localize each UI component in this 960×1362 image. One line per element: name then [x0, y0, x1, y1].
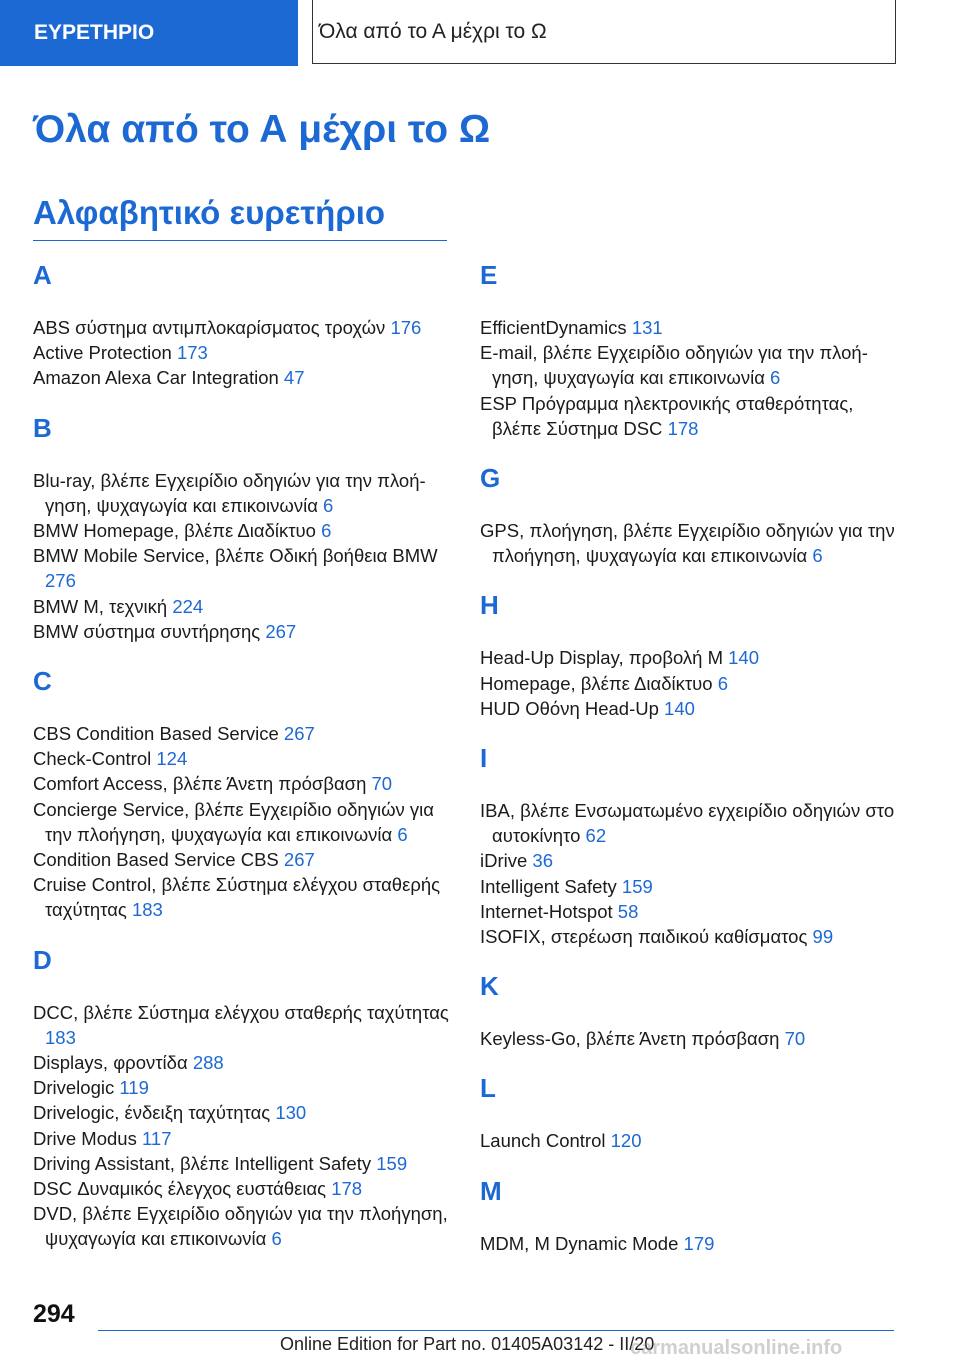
index-entry [480, 1231, 898, 1256]
index-entry [33, 468, 451, 518]
index-entry-list [33, 315, 451, 391]
page-reference-link[interactable]: 6 [770, 367, 781, 389]
index-entry-text: HUD Οθόνη Head-Up [480, 697, 665, 719]
page-reference-link[interactable]: 62 [585, 825, 607, 847]
index-entry-text: Keyless-Go, βλέπε Άνετη πρόσβαση [480, 1028, 785, 1050]
index-entry-text: Homepage, βλέπε Διαδίκτυο [480, 672, 718, 694]
page-reference-link[interactable]: 120 [610, 1130, 642, 1152]
page-reference-link[interactable]: 267 [283, 723, 315, 745]
index-entry [33, 365, 451, 390]
footer-divider [98, 1330, 894, 1331]
index-entry [33, 1201, 451, 1251]
page-reference-link[interactable]: 119 [119, 1077, 149, 1099]
index-column-right [480, 262, 898, 1280]
index-entry [33, 518, 451, 543]
index-letter-heading: D [33, 944, 52, 975]
index-entry-text: ISOFIX, στερέωση παιδικού καθίσματος [480, 926, 813, 948]
page-reference-link[interactable]: 183 [45, 1026, 76, 1048]
index-entry [33, 1151, 451, 1176]
index-entry-text: ABS σύστημα αντιμπλοκαρίσματος τροχών [33, 317, 391, 338]
index-letter-heading: C [33, 666, 52, 697]
page-reference-link[interactable]: 36 [532, 850, 553, 872]
index-entry-text: CBS Condition Based Service [33, 723, 284, 745]
index-group [480, 465, 898, 568]
index-column-left [33, 262, 451, 1276]
index-entry [480, 315, 898, 340]
index-entry-text: Drivelogic, ένδειξη ταχύτητας [33, 1102, 276, 1124]
index-entry [480, 848, 898, 873]
current-section-tab[interactable] [312, 0, 896, 64]
index-entry [33, 1176, 451, 1201]
index-entry [33, 619, 451, 644]
index-entry-text: BMW Mobile Service, βλέπε Οδική βοήθεια BMW [33, 545, 438, 567]
page-reference-link[interactable]: 276 [45, 570, 76, 592]
page-reference-link[interactable]: 130 [275, 1102, 307, 1124]
index-letter-heading: I [480, 743, 488, 774]
page-reference-link[interactable]: 131 [631, 317, 663, 338]
page-reference-link[interactable]: 183 [131, 899, 163, 921]
page-reference-link[interactable]: 124 [156, 748, 188, 770]
index-entry-list [480, 645, 898, 721]
index-entry [33, 872, 451, 922]
index-group [33, 262, 451, 391]
page-reference-link[interactable]: 6 [717, 672, 729, 694]
page-reference-link[interactable]: 267 [283, 849, 315, 871]
index-letter-heading: B [33, 412, 52, 443]
index-entry [33, 797, 451, 847]
page-reference-link[interactable]: 6 [397, 823, 408, 845]
index-entry-text: Blu-ray, βλέπε Εγχειρίδιο οδηγιών για την πλοήγηση, ψυχαγωγία και επικοινωνία [33, 469, 426, 516]
index-entry-text: BMW M, τεχνική [33, 595, 173, 617]
index-entry-list [480, 1231, 898, 1256]
edition-info: Online Edition for Part no. 01405A03142 - II/20 [280, 1334, 655, 1354]
index-entry [33, 543, 451, 593]
index-entry-text: BMW σύστημα συντήρησης [33, 620, 266, 642]
index-tab-label: ΕΥΡΕΤΗΡΙΟ [34, 21, 155, 44]
index-entry [480, 874, 898, 899]
index-group [480, 262, 898, 441]
page-reference-link[interactable]: 179 [683, 1232, 715, 1254]
page-reference-link[interactable]: 117 [141, 1127, 172, 1149]
index-entry-text: Active Protection [33, 342, 177, 364]
index-entry-text: Check-Control [33, 748, 157, 770]
index-entry-text: Intelligent Safety [480, 875, 622, 897]
page-reference-link[interactable]: 140 [664, 697, 695, 719]
index-letter-heading: L [480, 1073, 496, 1104]
index-entry-list [480, 798, 898, 949]
index-group [33, 944, 451, 1252]
index-entry-text: BMW Homepage, βλέπε Διαδίκτυο [33, 520, 322, 542]
index-entry-text: iDrive [480, 850, 533, 872]
index-entry-list [33, 721, 451, 923]
page-reference-link[interactable]: 47 [283, 367, 305, 389]
current-section-label: Όλα από το Α μέχρι το Ω [319, 19, 547, 43]
index-entry [480, 798, 898, 848]
index-entry-text: Drive Modus [33, 1127, 142, 1149]
index-group [480, 745, 898, 949]
page-reference-link[interactable]: 224 [172, 595, 204, 617]
index-entry [480, 518, 898, 568]
index-entry [33, 1126, 451, 1151]
index-entry [480, 340, 898, 390]
index-entry [33, 1075, 451, 1100]
index-letter-heading: K [480, 971, 499, 1002]
page-reference-link[interactable]: 267 [265, 620, 297, 642]
page-reference-link[interactable]: 6 [271, 1228, 282, 1250]
index-entry-text: Comfort Access, βλέπε Άνετη πρόσβαση [33, 773, 372, 795]
index-letter-heading: H [480, 590, 499, 621]
page-reference-link[interactable]: 159 [621, 875, 653, 897]
index-letter-heading: G [480, 463, 501, 494]
index-tab[interactable] [0, 0, 298, 66]
index-entry-text: DCC, βλέπε Σύστημα ελέγχου σταθερής ταχύτητας [33, 1001, 449, 1023]
page-number: 294 [33, 1300, 75, 1328]
page-reference-link[interactable]: 70 [371, 773, 393, 795]
index-group [33, 668, 451, 923]
page-reference-link[interactable]: 70 [784, 1028, 806, 1050]
index-letter-heading: E [480, 260, 498, 290]
index-entry [480, 924, 898, 949]
index-entry-text: IBA, βλέπε Ενσωματωμένο εγχειρίδιο οδηγιών στο αυτοκίνητο [480, 800, 895, 847]
index-entry [480, 899, 898, 924]
index-entry-text: Head-Up Display, προβολή M [480, 647, 729, 669]
index-entry [33, 1100, 451, 1125]
page-reference-link[interactable]: 99 [812, 926, 834, 948]
index-group [480, 1075, 898, 1153]
index-entry [33, 1050, 451, 1075]
index-entry-text: Concierge Service, βλέπε Εγχειρίδιο οδηγιών για την πλοήγηση, ψυχαγωγία και επικοινωνία [33, 798, 434, 845]
page-reference-link[interactable]: 159 [376, 1152, 408, 1174]
index-entry [480, 1128, 898, 1153]
index-group [480, 592, 898, 721]
page-reference-link[interactable]: 6 [812, 545, 823, 567]
index-entry-text: E-mail, βλέπε Εγχειρίδιο οδηγιών για την πλοήγηση, ψυχαγωγία και επικοινωνία [480, 342, 868, 389]
index-entry-text: DSC Δυναμικός έλεγχος ευστάθειας [33, 1178, 332, 1200]
index-entry-list [480, 1128, 898, 1153]
index-group [480, 1175, 898, 1256]
index-entry-text: ESP Πρόγραμμα ηλεκτρονικής σταθερότητας, βλέπε Σύστημα DSC [480, 392, 854, 439]
watermark: carmanualsonline.info [630, 1337, 843, 1359]
index-entry [33, 315, 451, 340]
index-entry [480, 391, 898, 441]
index-entry-list [480, 1026, 898, 1051]
page-reference-link[interactable]: 140 [728, 647, 759, 669]
index-entry-list [480, 518, 898, 568]
index-entry-text: Internet-Hotspot [480, 900, 618, 922]
index-entry-text: MDM, M Dynamic Mode [480, 1232, 684, 1254]
page-reference-link[interactable]: 58 [617, 900, 639, 922]
index-entry [480, 696, 898, 721]
index-entry [33, 847, 451, 872]
index-group [33, 412, 451, 644]
index-entry-text: Amazon Alexa Car Integration [33, 367, 284, 389]
index-entry [480, 645, 898, 670]
index-entry-text: EfficientDynamics [480, 317, 632, 338]
index-entry-text: Driving Assistant, βλέπε Intelligent Safety [33, 1152, 377, 1174]
index-entry [33, 771, 451, 796]
page-reference-link[interactable]: 173 [176, 342, 208, 364]
page-reference-link[interactable]: 6 [321, 520, 332, 542]
index-entry-text: Cruise Control, βλέπε Σύστημα ελέγχου σταθερής ταχύτητας [33, 874, 441, 921]
index-entry-list [480, 315, 898, 441]
page-title: Όλα από το Α μέχρι το Ω [33, 108, 491, 151]
index-entry [33, 594, 451, 619]
index-entry [33, 1000, 451, 1050]
index-entry-text: GPS, πλοήγηση, βλέπε Εγχειρίδιο οδηγιών για την πλοήγηση, ψυχαγωγία και επικοινωνία [480, 520, 895, 567]
index-entry-text: Condition Based Service CBS [33, 849, 284, 871]
index-entry-text: DVD, βλέπε Εγχειρίδιο οδηγιών για την πλοήγηση, ψυχαγωγία και επικοινωνία [33, 1203, 448, 1250]
index-entry-text: Launch Control [480, 1130, 611, 1152]
index-letter-heading: A [33, 260, 52, 290]
index-entry-list [33, 1000, 451, 1252]
section-title: Αλφαβητικό ευρετήριο [33, 194, 386, 231]
page-reference-link[interactable]: 178 [331, 1178, 363, 1200]
index-entry [33, 721, 451, 746]
index-entry [480, 1026, 898, 1051]
index-entry [33, 746, 451, 771]
section-divider [33, 240, 447, 241]
index-entry-text: Displays, φροντίδα [33, 1052, 193, 1074]
index-entry-text: Drivelogic [33, 1077, 120, 1099]
page-reference-link[interactable]: 288 [192, 1052, 224, 1074]
page-reference-link[interactable]: 176 [390, 317, 422, 338]
index-entry-list [33, 468, 451, 644]
index-group [480, 973, 898, 1051]
index-entry [33, 340, 451, 365]
page-reference-link[interactable]: 6 [323, 494, 334, 516]
index-entry [480, 671, 898, 696]
page-reference-link[interactable]: 178 [667, 417, 699, 439]
index-letter-heading: M [480, 1175, 502, 1206]
